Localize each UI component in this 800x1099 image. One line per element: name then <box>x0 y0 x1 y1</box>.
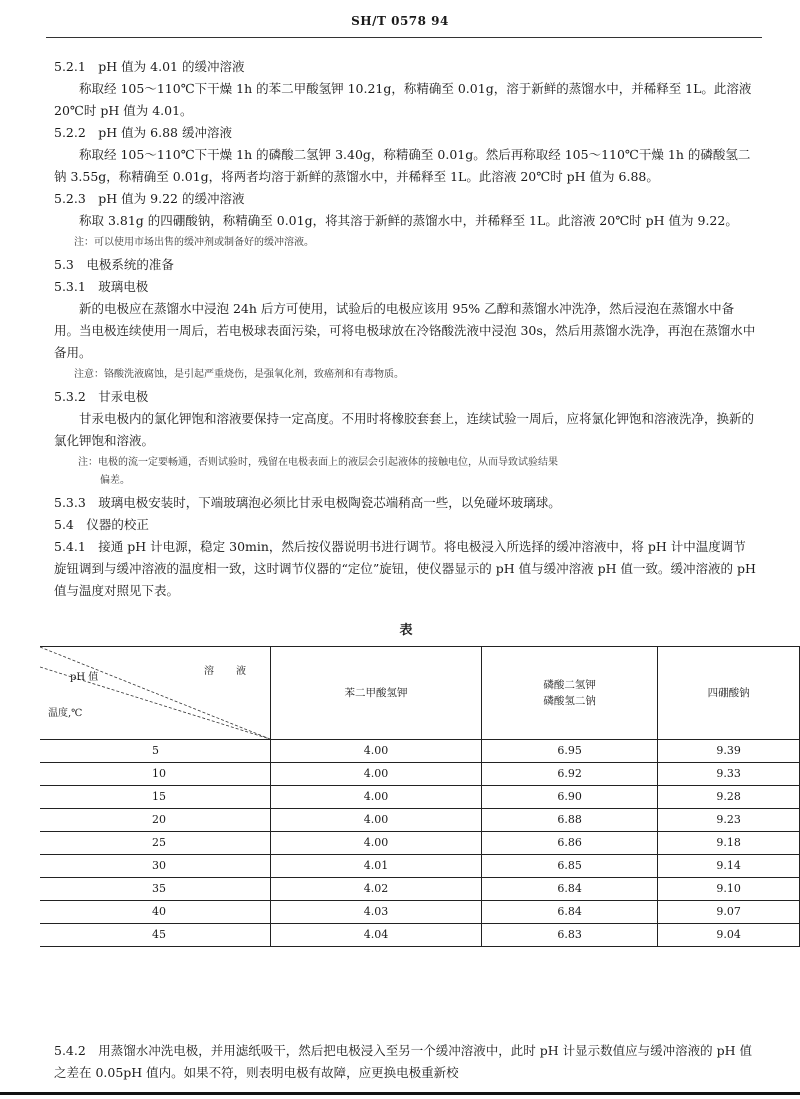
footer-rule <box>0 1092 800 1095</box>
ph-value-cell: 6.92 <box>481 763 657 786</box>
section-paragraph: 称取经 105～110℃下干燥 1h 的苯二甲酸氢钾 10.21g，称精确至 0.01g，溶于新鲜的蒸馏水中，并稀释至 1L。此溶液 20℃时 pH 值为 4.01。 <box>54 81 752 118</box>
table-row <box>40 924 800 947</box>
ph-value-cell: 4.03 <box>271 901 482 924</box>
column-header-label <box>658 685 799 701</box>
table-row <box>40 855 800 878</box>
section-heading: 5.3 电极系统的准备 <box>54 257 174 272</box>
ph-value-cell: 4.04 <box>271 924 482 947</box>
table-row <box>40 809 800 832</box>
column-header-line: 磷酸氢二钠 <box>543 695 596 707</box>
section-heading: 5.4 仪器的校正 <box>54 517 149 532</box>
column-header-label <box>482 677 657 709</box>
ph-value-cell: 9.04 <box>658 924 800 947</box>
table-row <box>40 763 800 786</box>
temperature-cell: 10 <box>40 763 271 786</box>
ph-value-cell: 4.00 <box>271 763 482 786</box>
section-note <box>78 454 758 490</box>
column-header-line: 四硼酸钠 <box>707 687 750 699</box>
column-header <box>481 647 657 740</box>
ph-value-cell: 4.00 <box>271 740 482 763</box>
ph-value-cell: 9.23 <box>658 809 800 832</box>
note-line: 偏差。 <box>100 475 130 486</box>
table-row <box>40 786 800 809</box>
ph-value-cell: 6.95 <box>481 740 657 763</box>
corner-label-ph: pH 值 <box>70 672 99 683</box>
ph-value-cell: 6.85 <box>481 855 657 878</box>
header-rule <box>46 37 762 38</box>
ph-value-cell: 6.83 <box>481 924 657 947</box>
table-row <box>40 740 800 763</box>
section-paragraph: 称取 3.81g 的四硼酸钠，称精确至 0.01g，将其溶于新鲜的蒸馏水中，并稀释至 1L。此溶液 20℃时 pH 值为 9.22。 <box>79 213 738 228</box>
ph-value-cell: 9.14 <box>658 855 800 878</box>
section-paragraph: 甘汞电极内的氯化钾饱和溶液要保持一定高度。不用时将橡胶套套上，连续试验一周后，应将氯化钾饱和溶液洗净，换新的氯化钾饱和溶液。 <box>54 411 755 448</box>
temperature-cell: 45 <box>40 924 271 947</box>
column-header-label <box>271 685 481 701</box>
temperature-cell: 5 <box>40 740 271 763</box>
temperature-cell: 20 <box>40 809 271 832</box>
table-row <box>40 832 800 855</box>
ph-value-cell: 6.90 <box>481 786 657 809</box>
ph-value-cell: 9.39 <box>658 740 800 763</box>
ph-value-cell: 4.00 <box>271 809 482 832</box>
column-header-line: 苯二甲酸氢钾 <box>344 687 408 699</box>
table-caption: 表 <box>399 623 413 638</box>
ph-value-cell: 4.00 <box>271 786 482 809</box>
page-header: SH/T 0578 94 <box>351 14 449 28</box>
ph-value-cell: 6.88 <box>481 809 657 832</box>
ph-value-cell: 9.18 <box>658 832 800 855</box>
table-row <box>40 878 800 901</box>
corner-label-solution: 溶 液 <box>204 666 252 677</box>
section-heading: 5.3.1 玻璃电极 <box>54 279 149 294</box>
section-heading: 5.2.1 pH 值为 4.01 的缓冲溶液 <box>54 59 245 74</box>
diagonal-header-cell <box>40 647 271 740</box>
temperature-cell: 40 <box>40 901 271 924</box>
section-note: 注意：铬酸洗液腐蚀，是引起严重烧伤，是强氧化剂，致癌剂和有毒物质。 <box>74 369 404 380</box>
section-paragraph: 新的电极应在蒸馏水中浸泡 24h 后方可使用，试验后的电极应该用 95% 乙醇和蒸馏水冲洗净，然后浸泡在蒸馏水中备用。当电极连续使用一周后，若电极球表面污染，可将电极球放在冷铬酸洗液中浸泡 30s，然后用蒸馏水洗净，再泡在蒸馏水中备用。 <box>54 301 756 360</box>
ph-value-cell: 6.86 <box>481 832 657 855</box>
section-paragraph: 称取经 105～110℃下干燥 1h 的磷酸二氢钾 3.40g，称精确至 0.01g。然后再称取经 105～110℃干燥 1h 的磷酸氢二钠 3.55g，称精确至 0.01g，将两者均溶于新鲜的蒸馏水中，并稀释至 1L。此溶液 20℃时 pH 值为 6.88。 <box>54 147 751 184</box>
ph-value-cell: 9.33 <box>658 763 800 786</box>
corner-label-temp: 温度,℃ <box>48 708 83 719</box>
section-note: 注：可以使用市场出售的缓冲剂或制备好的缓冲溶液。 <box>74 237 314 248</box>
ph-value-cell: 9.07 <box>658 901 800 924</box>
paragraph-5-4-2: 5.4.2 用蒸馏水冲洗电极，并用滤纸吸干，然后把电极浸入至另一个缓冲溶液中，此时 pH 计显示数值应与缓冲溶液的 pH 值之差在 0.05pH 值内。如果不符，则表明电极有故障，应更换电极重新校 <box>54 1043 753 1080</box>
temperature-cell: 15 <box>40 786 271 809</box>
column-header-line: 磷酸二氢钾 <box>543 679 596 691</box>
ph-value-cell: 4.00 <box>271 832 482 855</box>
section-heading: 5.3.2 甘汞电极 <box>54 389 149 404</box>
ph-temperature-table <box>40 646 800 947</box>
column-header <box>658 647 800 740</box>
column-header <box>271 647 482 740</box>
table-row <box>40 901 800 924</box>
section-heading: 5.2.3 pH 值为 9.22 的缓冲溶液 <box>54 191 245 206</box>
table-header-row <box>40 647 800 740</box>
section-heading: 5.3.3 玻璃电极安装时，下端玻璃泡必须比甘汞电极陶瓷芯端稍高一些，以免碰坏玻璃球。 <box>54 495 561 510</box>
ph-value-cell: 6.84 <box>481 901 657 924</box>
ph-value-cell: 4.01 <box>271 855 482 878</box>
section-heading: 5.4.1 接通 pH 计电源，稳定 30min，然后按仪器说明书进行调节。将电极浸入所选择的缓冲溶液中，将 pH 计中温度调节旋钮调到与缓冲溶液的温度相一致，这时调节仪器的“定位”旋钮，使仪器显示的 pH 值与缓冲溶液 pH 值一致。缓冲溶液的 pH 值与温度对照见下表。 <box>54 539 756 598</box>
ph-value-cell: 6.84 <box>481 878 657 901</box>
temperature-cell: 30 <box>40 855 271 878</box>
ph-value-cell: 9.10 <box>658 878 800 901</box>
document-body <box>48 56 758 947</box>
ph-value-cell: 9.28 <box>658 786 800 809</box>
temperature-cell: 25 <box>40 832 271 855</box>
note-line: 注：电极的流一定要畅通，否则试验时，残留在电极表面上的液层会引起液体的接触电位，从而导致试验结果 <box>78 457 558 468</box>
section-heading: 5.2.2 pH 值为 6.88 缓冲溶液 <box>54 125 232 140</box>
temperature-cell: 35 <box>40 878 271 901</box>
ph-value-cell: 4.02 <box>271 878 482 901</box>
